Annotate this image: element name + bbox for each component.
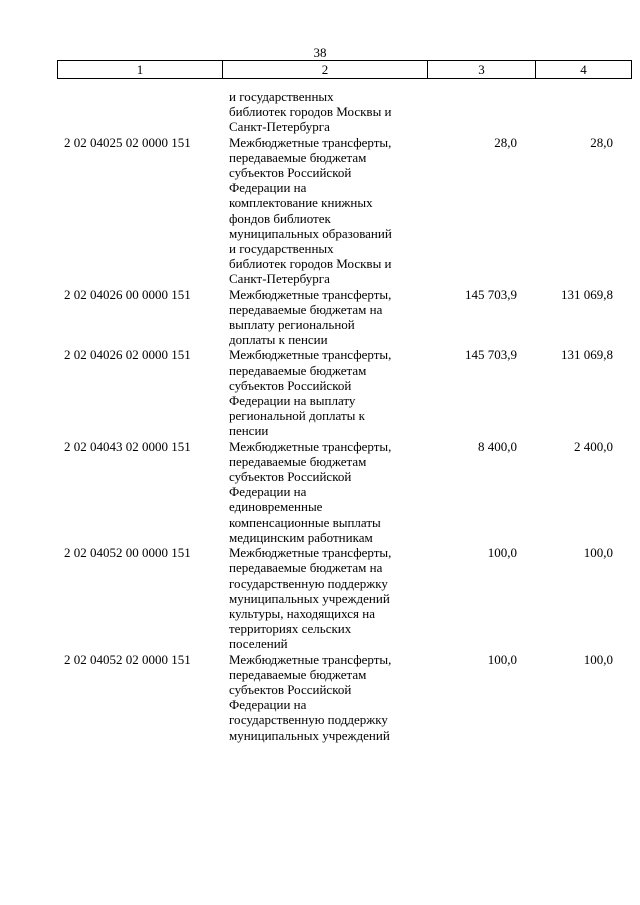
column-header-4: 4 — [536, 61, 632, 79]
row-name-line: территориях сельских — [229, 621, 352, 637]
row-name-line: единовременные — [229, 499, 323, 515]
row-value-col3: 145 703,9 — [465, 286, 517, 302]
row-name-line: передаваемые бюджетам на — [229, 560, 383, 576]
row-value-col4: 100,0 — [583, 651, 613, 667]
row-name-line: государственную поддержку — [229, 575, 388, 591]
row-name-line: доплаты к пенсии — [229, 332, 328, 348]
row-name-line: передаваемые бюджетам — [229, 149, 367, 165]
row-name-line: муниципальных учреждений — [229, 590, 390, 606]
row-name-line: и государственных — [229, 241, 334, 257]
row-name — [229, 135, 429, 287]
row-value-col4: 28,0 — [590, 134, 613, 150]
row-code: 2 02 04052 02 0000 151 — [64, 651, 191, 667]
row-value-col4: 2 400,0 — [574, 438, 613, 454]
row-code: 2 02 04043 02 0000 151 — [64, 438, 191, 454]
row-name-line: муниципальных образований — [229, 225, 392, 241]
row-name-line: Межбюджетные трансферты, — [229, 651, 392, 667]
row-name-line: Межбюджетные трансферты, — [229, 347, 392, 363]
column-header-2: 2 — [223, 61, 428, 79]
row-value-col3: 100,0 — [487, 545, 517, 561]
column-header-1: 1 — [58, 61, 223, 79]
row-code: 2 02 04052 00 0000 151 — [64, 545, 191, 561]
row-name-line: и государственных — [229, 89, 334, 104]
row-name-line: субъектов Российской — [229, 377, 352, 393]
table-row — [0, 652, 640, 743]
table-row — [0, 135, 640, 287]
row-name-line: Федерации на — [229, 697, 307, 713]
row-value-col3: 145 703,9 — [465, 347, 517, 363]
table-row — [0, 287, 640, 348]
table-row — [0, 347, 640, 438]
row-name-line: Межбюджетные трансферты, — [229, 286, 392, 302]
row-value-col4: 131 069,8 — [561, 347, 613, 363]
row-name-line: Межбюджетные трансферты, — [229, 545, 392, 561]
row-code: 2 02 04026 02 0000 151 — [64, 347, 191, 363]
row-name-line: субъектов Российской — [229, 165, 352, 181]
table-row — [0, 89, 640, 135]
row-name-line: комплектование книжных — [229, 195, 373, 211]
row-name — [229, 287, 429, 348]
table-row — [0, 545, 640, 651]
row-value-col3: 100,0 — [487, 651, 517, 667]
row-name-line: Межбюджетные трансферты, — [229, 438, 392, 454]
row-name-line: медицинским работникам — [229, 529, 373, 545]
row-name-line: Федерации на выплату — [229, 393, 356, 409]
row-value-col3: 8 400,0 — [478, 438, 517, 454]
row-name-line: библиотек городов Москвы и — [229, 104, 392, 120]
row-value-col3: 28,0 — [494, 134, 517, 150]
row-name-line: субъектов Российской — [229, 681, 352, 697]
row-name-line: Санкт-Петербурга — [229, 119, 330, 135]
row-name — [229, 347, 429, 438]
row-name — [229, 439, 429, 545]
row-code: 2 02 04025 02 0000 151 — [64, 134, 191, 150]
table-body — [0, 89, 640, 743]
row-name — [229, 89, 429, 135]
row-name — [229, 545, 429, 651]
row-name-line: выплату региональной — [229, 317, 355, 333]
table-row — [0, 439, 640, 545]
row-name-line: передаваемые бюджетам — [229, 362, 367, 378]
row-name-line: государственную поддержку — [229, 712, 388, 728]
column-header-3: 3 — [428, 61, 536, 79]
row-name-line: компенсационные выплаты — [229, 514, 381, 530]
row-name-line: передаваемые бюджетам на — [229, 301, 383, 317]
page-number: 38 — [313, 45, 327, 60]
row-name-line: Федерации на — [229, 484, 307, 500]
row-name-line: Санкт-Петербурга — [229, 271, 330, 287]
row-name-line: поселений — [229, 636, 288, 652]
row-name-line: муниципальных учреждений — [229, 727, 390, 743]
row-name-line: библиотек городов Москвы и — [229, 256, 392, 272]
row-name-line: культуры, находящихся на — [229, 605, 375, 621]
row-name-line: пенсии — [229, 423, 269, 439]
row-value-col4: 100,0 — [583, 545, 613, 561]
row-name-line: субъектов Российской — [229, 469, 352, 485]
row-name-line: фондов библиотек — [229, 210, 331, 226]
table-header — [57, 60, 632, 79]
row-name-line: передаваемые бюджетам — [229, 666, 367, 682]
row-name-line: Федерации на — [229, 180, 307, 196]
row-code: 2 02 04026 00 0000 151 — [64, 286, 191, 302]
row-name — [229, 652, 429, 743]
row-value-col4: 131 069,8 — [561, 286, 613, 302]
row-name-line: Межбюджетные трансферты, — [229, 134, 392, 150]
row-name-line: передаваемые бюджетам — [229, 453, 367, 469]
row-name-line: региональной доплаты к — [229, 408, 365, 424]
